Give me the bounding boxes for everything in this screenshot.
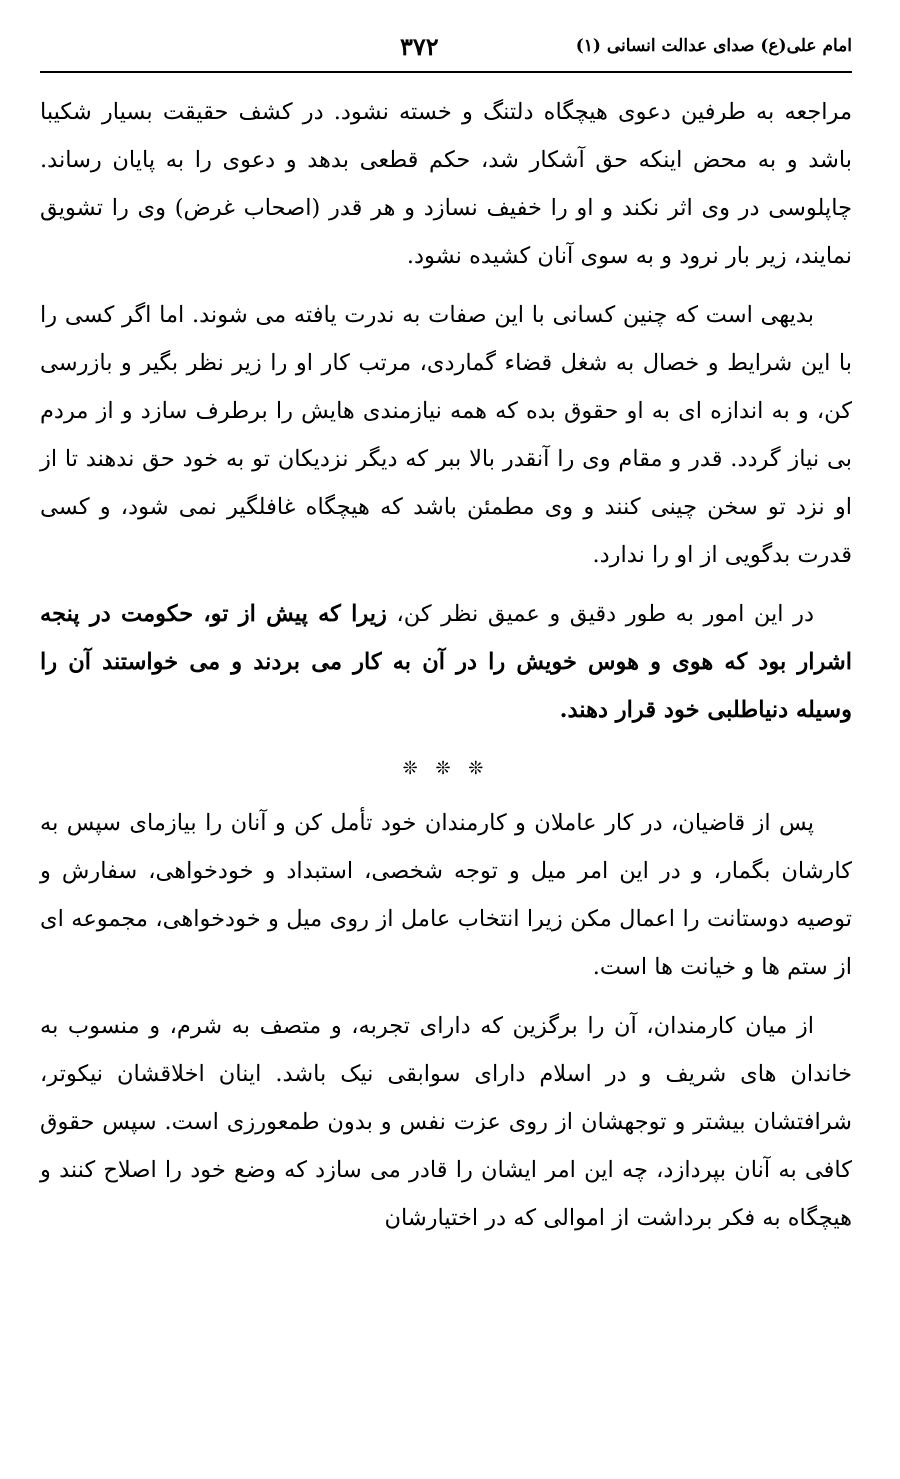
paragraph-4: پس از قاضیان، در کار عاملان و کارمندان خود تأمل کن و آنان را بیازمای سپس به کارشان بگمار، و در این امر میل و توجه شخصی، استبداد و خودخواهی، سفارش و توصیه دوستانت را اعمال مکن زیرا انتخاب عامل از روی میل و خودخواهی، مجموعه ای از ستم ها و خیانت ها است. [40,810,852,980]
paragraph-3 [40,590,852,734]
paragraph-5: از میان کارمندان، آن را برگزین که دارای تجربه، و متصف به شرم، و منسوب به خاندان های شریف و در اسلام دارای سوابقی نیک باشد. اینان اخلاقشان نیکوتر، شرافتشان بیشتر و توجهشان از روی عزت نفس و بدون طمعورزی است. سپس حقوق کافی به آنان بپردازد، چه این امر ایشان را قادر می سازد که وضع خود را اصلاح کنند و هیچگاه به فکر برداشت از اموالی که در اختیارشان [40,1013,852,1231]
paragraph-3-normal: در این امور به طور دقیق و عمیق نظر کن، [386,601,814,627]
paragraph-2: بدیهی است که چنین کسانی با این صفات به ندرت یافته می شوند. اما اگر کسی را با این شرایط و خصال به شغل قضاء گماردی، مرتب کار او را زیر نظر بگیر و بازرسی کن، و به اندازه ای به او حقوق بده که همه نیازمندی هایش را برطرف سازد و از مردم بی نیاز گردد. قدر و مقام وی را آنقدر بالا ببر که دیگر نزدیکان تو به خود حق ندهند تا از او نزد تو سخن چینی کنند و وی مطمئن باشد که هیچگاه غافلگیر نمی شود، و کسی قدرت بدگویی از او را ندارد. [40,302,852,568]
section-separator: ❊ ❊ ❊ [402,758,490,779]
paragraph-1: مراجعه به طرفین دعوی هیچگاه دلتنگ و خسته نشود. در کشف حقیقت بسیار شکیبا باشد و به محض اینکه حق آشکار شد، حکم قطعی بدهد و دعوی را به پایان رساند. چاپلوسی در وی اثر نکند و او را خفیف نسازد و هر قدر (اصحاب غرض) وی را تشویق نمایند، زیر بار نرود و به سوی آنان کشیده نشود. [40,99,852,269]
book-page [40,0,852,1479]
running-title: امام علی(ع) صدای عدالت انسانی (۱) [575,36,852,56]
paragraph-3-bold: زیرا که پیش از تو، حکومت در پنجه اشرار بود که هوی و هوس خویش را در آن به کار می بردند و می خواستند آن را وسیله دنیاطلبی خود قرار دهند. [40,601,852,723]
header-rule [40,71,852,73]
body-text [40,88,852,1253]
page-number: ۳۷۲ [400,32,439,61]
page-header [40,32,852,68]
